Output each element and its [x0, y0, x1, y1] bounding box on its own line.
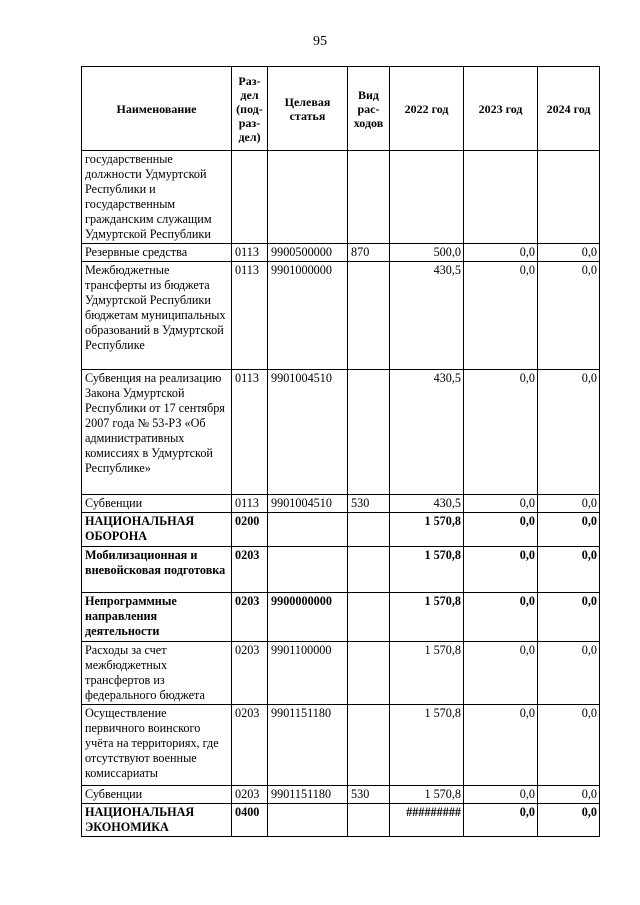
table-header-row — [82, 67, 600, 151]
row-value-2024: 0,0 — [538, 244, 600, 262]
row-value-2024: 0,0 — [538, 705, 600, 786]
row-value-2022: ######### — [390, 804, 464, 837]
row-expense-type: 870 — [348, 244, 390, 262]
row-value-2024: 0,0 — [538, 804, 600, 837]
row-value-2022: 1 570,8 — [390, 705, 464, 786]
row-target: 9900000000 — [268, 593, 348, 642]
row-value-2023 — [464, 151, 538, 244]
table-row — [82, 804, 600, 837]
row-expense-type — [348, 804, 390, 837]
header-name: Наименование — [82, 67, 232, 151]
row-name: Осуществление первичного воинского учёта на территориях, где отсутствуют военные комиссариаты — [82, 705, 232, 786]
table-body — [82, 151, 600, 837]
table-row — [82, 370, 600, 495]
row-target: 9901004510 — [268, 495, 348, 513]
row-section — [232, 151, 268, 244]
header-target: Целевая статья — [268, 67, 348, 151]
row-name: Непрограммные направления деятельности — [82, 593, 232, 642]
header-section: Раз- дел (под- раз- дел) — [232, 67, 268, 151]
row-name: Межбюджетные трансферты из бюджета Удмуртской Республики бюджетам муниципальных образований в Удмуртской Республике — [82, 262, 232, 370]
header-2023: 2023 год — [464, 67, 538, 151]
row-expense-type — [348, 151, 390, 244]
row-section: 0203 — [232, 642, 268, 705]
row-name: Субвенция на реализацию Закона Удмуртской Республики от 17 сентября 2007 года № 53-РЗ «Об административных комиссиях в Удмуртской Республике» — [82, 370, 232, 495]
row-target: 9901000000 — [268, 262, 348, 370]
row-value-2024: 0,0 — [538, 786, 600, 804]
header-2024: 2024 год — [538, 67, 600, 151]
row-target — [268, 804, 348, 837]
table-row — [82, 513, 600, 547]
table-row — [82, 151, 600, 244]
row-expense-type — [348, 547, 390, 593]
row-value-2022: 500,0 — [390, 244, 464, 262]
row-target: 9901151180 — [268, 705, 348, 786]
row-section: 0113 — [232, 244, 268, 262]
row-expense-type — [348, 642, 390, 705]
row-value-2022 — [390, 151, 464, 244]
row-expense-type — [348, 593, 390, 642]
row-section: 0203 — [232, 593, 268, 642]
row-value-2022: 1 570,8 — [390, 547, 464, 593]
row-value-2022: 1 570,8 — [390, 513, 464, 547]
table-row — [82, 495, 600, 513]
row-name: НАЦИОНАЛЬНАЯ ЭКОНОМИКА — [82, 804, 232, 837]
budget-table — [81, 66, 600, 837]
row-section: 0113 — [232, 495, 268, 513]
row-value-2023: 0,0 — [464, 642, 538, 705]
row-target — [268, 513, 348, 547]
row-value-2024: 0,0 — [538, 370, 600, 495]
row-value-2023: 0,0 — [464, 804, 538, 837]
row-section: 0113 — [232, 262, 268, 370]
row-target: 9900500000 — [268, 244, 348, 262]
table-row — [82, 786, 600, 804]
row-name: Расходы за счет межбюджетных трансфертов из федерального бюджета — [82, 642, 232, 705]
row-value-2024: 0,0 — [538, 495, 600, 513]
row-expense-type — [348, 513, 390, 547]
row-value-2024 — [538, 151, 600, 244]
row-expense-type — [348, 262, 390, 370]
table-row — [82, 244, 600, 262]
row-value-2024: 0,0 — [538, 513, 600, 547]
page-number: 95 — [313, 34, 327, 49]
row-value-2023: 0,0 — [464, 547, 538, 593]
row-name: Субвенции — [82, 786, 232, 804]
row-target: 9901151180 — [268, 786, 348, 804]
row-expense-type — [348, 370, 390, 495]
row-value-2024: 0,0 — [538, 642, 600, 705]
row-value-2023: 0,0 — [464, 495, 538, 513]
row-target — [268, 151, 348, 244]
row-section: 0203 — [232, 547, 268, 593]
row-value-2022: 1 570,8 — [390, 786, 464, 804]
row-value-2023: 0,0 — [464, 244, 538, 262]
row-section: 0113 — [232, 370, 268, 495]
row-value-2023: 0,0 — [464, 262, 538, 370]
row-value-2022: 430,5 — [390, 262, 464, 370]
row-value-2022: 430,5 — [390, 370, 464, 495]
header-2022: 2022 год — [390, 67, 464, 151]
row-section: 0203 — [232, 786, 268, 804]
row-expense-type: 530 — [348, 495, 390, 513]
row-value-2024: 0,0 — [538, 262, 600, 370]
row-section: 0200 — [232, 513, 268, 547]
row-name: Мобилизационная и вневойсковая подготовка — [82, 547, 232, 593]
row-section: 0203 — [232, 705, 268, 786]
row-section: 0400 — [232, 804, 268, 837]
row-value-2023: 0,0 — [464, 786, 538, 804]
row-value-2023: 0,0 — [464, 513, 538, 547]
row-name: Субвенции — [82, 495, 232, 513]
row-name: НАЦИОНАЛЬНАЯ ОБОРОНА — [82, 513, 232, 547]
row-target: 9901004510 — [268, 370, 348, 495]
row-value-2023: 0,0 — [464, 705, 538, 786]
row-value-2023: 0,0 — [464, 593, 538, 642]
table-row — [82, 262, 600, 370]
row-value-2022: 430,5 — [390, 495, 464, 513]
row-expense-type: 530 — [348, 786, 390, 804]
row-name: государственные должности Удмуртской Республики и государственным гражданским служащим Удмуртской Республики — [82, 151, 232, 244]
row-target: 9901100000 — [268, 642, 348, 705]
row-value-2022: 1 570,8 — [390, 593, 464, 642]
header-expense-type: Вид рас- ходов — [348, 67, 390, 151]
row-name: Резервные средства — [82, 244, 232, 262]
table-row — [82, 705, 600, 786]
row-target — [268, 547, 348, 593]
row-value-2023: 0,0 — [464, 370, 538, 495]
table-row — [82, 593, 600, 642]
row-expense-type — [348, 705, 390, 786]
table-row — [82, 642, 600, 705]
row-value-2024: 0,0 — [538, 547, 600, 593]
row-value-2022: 1 570,8 — [390, 642, 464, 705]
table-row — [82, 547, 600, 593]
row-value-2024: 0,0 — [538, 593, 600, 642]
